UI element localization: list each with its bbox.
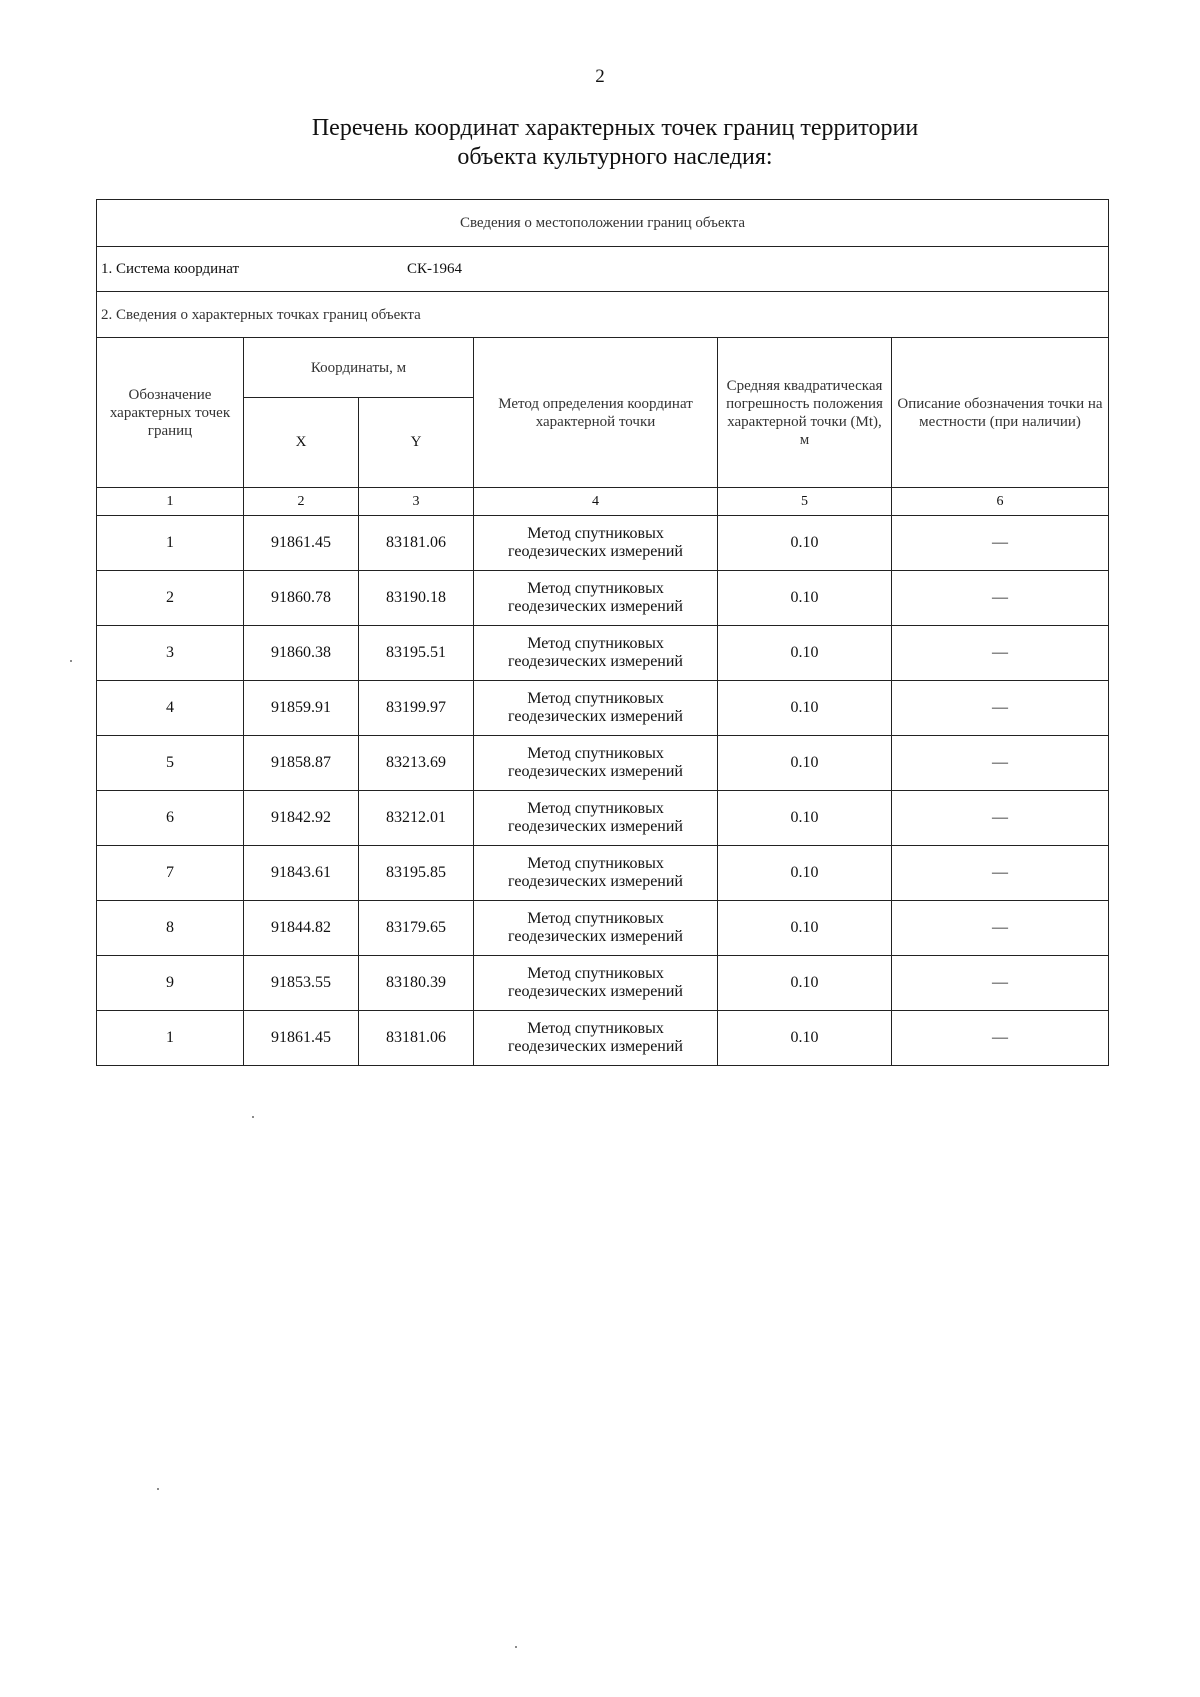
point-number: 5 (97, 736, 244, 791)
error-value: 0.10 (718, 736, 892, 791)
x-coordinate: 91858.87 (244, 736, 359, 791)
y-coordinate: 83181.06 (359, 1011, 474, 1066)
scan-speck (157, 1488, 159, 1490)
y-coordinate: 83195.85 (359, 846, 474, 901)
description-cell: — (892, 626, 1109, 681)
point-number: 8 (97, 901, 244, 956)
method-cell (474, 626, 718, 681)
method-line-1: Метод спутниковых (527, 965, 664, 982)
method-line-1: Метод спутниковых (527, 690, 664, 707)
y-coordinate: 83190.18 (359, 571, 474, 626)
description-cell: — (892, 846, 1109, 901)
x-coordinate: 91853.55 (244, 956, 359, 1011)
error-value: 0.10 (718, 626, 892, 681)
document-title (0, 114, 1200, 172)
x-coordinate: 91861.45 (244, 516, 359, 571)
y-coordinate: 83212.01 (359, 791, 474, 846)
error-value: 0.10 (718, 681, 892, 736)
method-line-2: геодезических измерений (508, 708, 683, 725)
method-line-1: Метод спутниковых (527, 910, 664, 927)
method-cell (474, 846, 718, 901)
method-line-1: Метод спутниковых (527, 800, 664, 817)
method-cell (474, 516, 718, 571)
x-coordinate: 91859.91 (244, 681, 359, 736)
point-number: 7 (97, 846, 244, 901)
y-coordinate: 83213.69 (359, 736, 474, 791)
title-line-2: объекта культурного наследия: (457, 144, 773, 170)
description-cell: — (892, 516, 1109, 571)
error-value: 0.10 (718, 956, 892, 1011)
column-numbers-row (97, 488, 1109, 516)
column-number: 3 (359, 488, 474, 516)
description-cell: — (892, 681, 1109, 736)
point-number: 1 (97, 516, 244, 571)
method-line-1: Метод спутниковых (527, 580, 664, 597)
point-number: 1 (97, 1011, 244, 1066)
method-line-2: геодезических измерений (508, 763, 683, 780)
table-row (97, 791, 1109, 846)
method-cell (474, 791, 718, 846)
x-coordinate: 91860.38 (244, 626, 359, 681)
point-number: 2 (97, 571, 244, 626)
description-cell: — (892, 736, 1109, 791)
point-number: 3 (97, 626, 244, 681)
table-row (97, 626, 1109, 681)
table-row (97, 516, 1109, 571)
error-value: 0.10 (718, 791, 892, 846)
method-line-2: геодезических измерений (508, 653, 683, 670)
y-coordinate: 83195.51 (359, 626, 474, 681)
y-coordinate: 83199.97 (359, 681, 474, 736)
y-coordinate: 83180.39 (359, 956, 474, 1011)
method-cell (474, 571, 718, 626)
scan-speck (252, 1116, 254, 1118)
method-line-2: геодезических измерений (508, 873, 683, 890)
page-number: 2 (595, 66, 605, 87)
description-cell: — (892, 1011, 1109, 1066)
point-number: 4 (97, 681, 244, 736)
method-line-2: геодезических измерений (508, 543, 683, 560)
header-error: Средняя квадратическая погрешность положения характерной точки (Mt), м (718, 338, 892, 488)
error-value: 0.10 (718, 516, 892, 571)
error-value: 0.10 (718, 901, 892, 956)
points-section-label: 2. Сведения о характерных точках границ объекта (97, 292, 1109, 338)
point-number: 9 (97, 956, 244, 1011)
table-row (97, 1011, 1109, 1066)
method-cell (474, 1011, 718, 1066)
header-x: X (244, 398, 359, 488)
table-row (97, 571, 1109, 626)
coordinates-table (96, 199, 1109, 1066)
header-y: Y (359, 398, 474, 488)
coord-system-value: СК-1964 (407, 260, 463, 277)
column-number: 2 (244, 488, 359, 516)
description-cell: — (892, 901, 1109, 956)
description-cell: — (892, 956, 1109, 1011)
point-number: 6 (97, 791, 244, 846)
column-number: 6 (892, 488, 1109, 516)
error-value: 0.10 (718, 846, 892, 901)
method-cell (474, 956, 718, 1011)
description-cell: — (892, 571, 1109, 626)
error-value: 0.10 (718, 1011, 892, 1066)
table-row (97, 956, 1109, 1011)
x-coordinate: 91843.61 (244, 846, 359, 901)
description-cell: — (892, 791, 1109, 846)
error-value: 0.10 (718, 571, 892, 626)
coord-system-label: 1. Система координат (101, 260, 240, 277)
method-cell (474, 736, 718, 791)
column-number: 1 (97, 488, 244, 516)
method-line-2: геодезических измерений (508, 928, 683, 945)
method-line-1: Метод спутниковых (527, 855, 664, 872)
table-row (97, 681, 1109, 736)
header-designation: Обозначение характерных точек границ (97, 338, 244, 488)
method-line-1: Метод спутниковых (527, 745, 664, 762)
x-coordinate: 91860.78 (244, 571, 359, 626)
header-coordinates: Координаты, м (244, 338, 474, 398)
x-coordinate: 91844.82 (244, 901, 359, 956)
method-line-1: Метод спутниковых (527, 525, 664, 542)
x-coordinate: 91861.45 (244, 1011, 359, 1066)
header-description: Описание обозначения точки на местности (при наличии) (892, 338, 1109, 488)
y-coordinate: 83181.06 (359, 516, 474, 571)
section-header: Сведения о местоположении границ объекта (97, 200, 1109, 247)
table-row (97, 901, 1109, 956)
method-line-2: геодезических измерений (508, 818, 683, 835)
method-cell (474, 901, 718, 956)
column-number: 4 (474, 488, 718, 516)
method-line-2: геодезических измерений (508, 983, 683, 1000)
table-row (97, 846, 1109, 901)
scan-speck (515, 1646, 517, 1648)
scan-speck (70, 660, 72, 662)
x-coordinate: 91842.92 (244, 791, 359, 846)
y-coordinate: 83179.65 (359, 901, 474, 956)
method-line-2: геодезических измерений (508, 1038, 683, 1055)
method-line-1: Метод спутниковых (527, 1020, 664, 1037)
header-method: Метод определения координат характерной точки (474, 338, 718, 488)
method-line-1: Метод спутниковых (527, 635, 664, 652)
column-number: 5 (718, 488, 892, 516)
method-cell (474, 681, 718, 736)
coord-system-row (97, 247, 1109, 292)
table-row (97, 736, 1109, 791)
title-line-1: Перечень координат характерных точек границ территории (311, 115, 919, 141)
method-line-2: геодезических измерений (508, 598, 683, 615)
